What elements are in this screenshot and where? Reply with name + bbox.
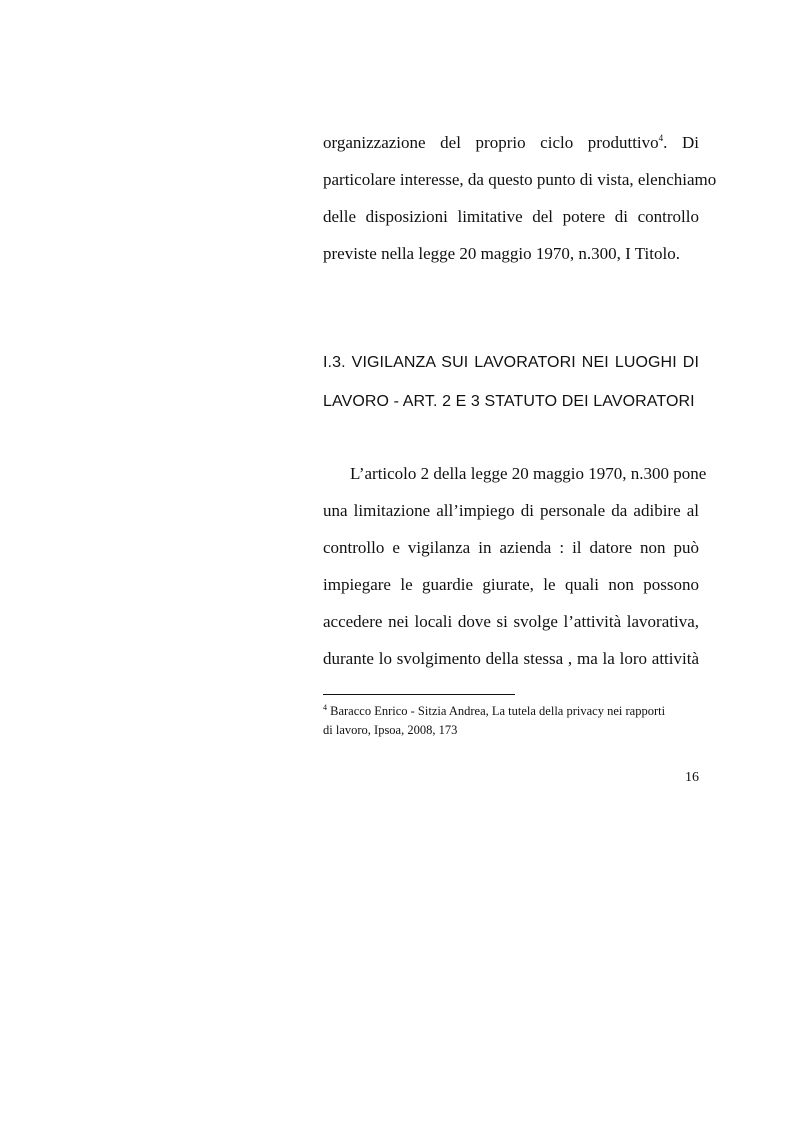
heading-line: I.3. VIGILANZA SUI LAVORATORI NEI LUOGHI DI: [323, 354, 699, 371]
footnote-number: 4: [323, 703, 327, 712]
page-number: 16: [685, 770, 699, 785]
paragraph-line: durante lo svolgimento della stessa , ma la loro attività: [323, 649, 699, 668]
footnote-line: $^4$ Baracco Enrico - Sitzia Andrea, La tutela della privacy nei rapporti: [323, 703, 666, 718]
heading-line: LAVORO - ART. 2 E 3 STATUTO DEI LAVORATORI: [323, 393, 695, 410]
paragraph-line: controllo e vigilanza in azienda : il datore non può: [323, 538, 699, 557]
paragraph-line: delle disposizioni limitative del potere di controllo: [323, 207, 699, 226]
top-paragraph: [323, 124, 717, 272]
paragraph-line: organizzazione del proprio ciclo produttivo$^4$. Di: [323, 133, 700, 152]
footnote: [323, 702, 699, 740]
paragraph-line: una limitazione all’impiego di personale da adibire al: [323, 501, 699, 520]
footnote-reference: 4: [658, 133, 664, 143]
paragraph-line: particolare interesse, da questo punto di vista, elenchiamo: [323, 170, 717, 189]
body-paragraph: [323, 455, 707, 677]
footnote-line: di lavoro, Ipsoa, 2008, 173: [323, 723, 458, 737]
paragraph-line: accedere nei locali dove si svolge l’attività lavorativa,: [323, 612, 699, 631]
footnote-separator: [323, 694, 515, 695]
section-heading: [323, 343, 699, 421]
paragraph-line: impiegare le guardie giurate, le quali non possono: [323, 575, 699, 594]
paragraph-line: previste nella legge 20 maggio 1970, n.300, I Titolo.: [323, 244, 680, 263]
paragraph-line: L’articolo 2 della legge 20 maggio 1970, n.300 pone: [350, 464, 707, 483]
